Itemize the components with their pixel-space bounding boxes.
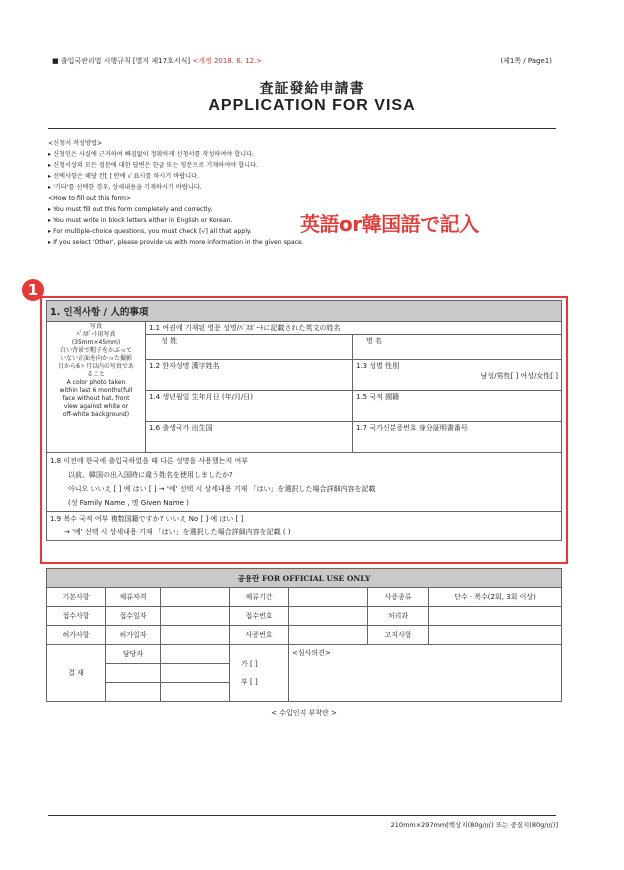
official-cell: 체류기간 (230, 588, 289, 607)
official-cell: 기본사항 (47, 588, 106, 607)
approve-option[interactable]: 가 [ ] (241, 660, 258, 668)
instructions-en-heading: <How to fill out this form> (48, 195, 132, 202)
official-cell: 접수번호 (230, 607, 289, 626)
photo-note: 日から6ヶ月以内の写真であ (58, 363, 134, 370)
official-cell: 단수 · 복수(2회, 3회 이상) (429, 588, 562, 607)
step-badge: 1 (22, 279, 44, 301)
multiple-nationality-question[interactable]: 1.9 복수 국적 여부 複数国籍ですか? いいえ No [ ] 예 はい [ ] (50, 515, 244, 523)
instruction-item: ▸ You must fill out this form completely and correctly. (48, 206, 213, 213)
official-cell: 접수사항 (47, 607, 106, 626)
nationality-label: 1.5 국적 國籍 (356, 393, 400, 401)
official-cell: 고지사항 (368, 626, 429, 645)
other-names-options[interactable]: 아니오 いいえ [ ] 예 はい [ ] → '예' 선택 시 상세내용 기재 「はい」を選択した場合詳細内容を記載 (68, 485, 376, 493)
official-cell: 사증종류 (368, 588, 429, 607)
official-use-table (46, 568, 562, 722)
multiple-nationality-detail[interactable]: → '예' 선택 시 상세내용 기재 「はい」を選択した場合詳細内容を記載 ( ) (64, 528, 291, 536)
paper-spec: 210mm×297mm[백상지(80g/㎡) 또는 중질지(80g/㎡)] (390, 821, 558, 829)
official-cell: 허가일자 (106, 626, 161, 645)
field-nationality[interactable] (353, 391, 562, 422)
official-cell: 체류자격 (106, 588, 161, 607)
form-law-ref: 출입국관리법 시행규칙 [별지 제17호서식] (60, 57, 191, 65)
official-cell[interactable] (289, 607, 368, 626)
photo-note: face without hat, front (62, 395, 130, 402)
photo-box[interactable] (47, 322, 146, 453)
photo-note: view against white or (63, 403, 129, 410)
other-names-question-jp: 以前、韓国の出入国時に違う姓名を使用しましたか? (68, 471, 233, 479)
official-cell[interactable] (429, 626, 562, 645)
section-title: 1. 인적사항 / 人的事項 (47, 301, 562, 322)
field-chinese-name[interactable] (146, 360, 353, 391)
other-names-fields[interactable]: (성 Family Name , 명 Given Name ) (68, 499, 189, 507)
official-cell: 허가사항 (47, 626, 106, 645)
other-names-question: 1.8 이전에 한국에 출입국하였을 때 다른 성명을 사용했는지 여부 (50, 457, 248, 465)
stamp-area-label: < 수입인지 부착란 > (271, 709, 337, 717)
gender-options[interactable]: 남성/男性[ ] 여성/女性[ ] (480, 372, 558, 380)
photo-note: within last 6 months(full (59, 387, 133, 394)
title-korean: 査証發給申請書 (259, 81, 365, 97)
photo-note: 白い背景で帽子をかぶって (59, 347, 132, 354)
reject-option[interactable]: 부 [ ] (241, 678, 258, 686)
instruction-item: ▸ '기타'를 선택한 경우, 상세내용을 기재하시기 바랍니다. (48, 184, 202, 191)
official-cell[interactable] (161, 626, 230, 645)
instruction-item: ▸ If you select 'Other', please provide us with more information in the given space. (48, 239, 304, 246)
official-cell: 사증번호 (230, 626, 289, 645)
photo-note: ること (86, 371, 105, 378)
field-birth-date[interactable] (146, 391, 353, 422)
photo-note: いない正面を向かった撮影 (59, 355, 132, 362)
field-gender[interactable] (353, 360, 562, 391)
instructions-kr-heading: <신청서 작성방법> (48, 140, 103, 147)
question-other-names[interactable] (47, 453, 562, 512)
title-english: APPLICATION FOR VISA (208, 97, 416, 114)
sign-box[interactable] (161, 664, 230, 683)
national-id-label: 1.7 국가신분증번호 身分証明書番号 (356, 424, 468, 432)
manager-label: 담당자 (106, 645, 161, 664)
footer-divider (48, 815, 556, 816)
instruction-item: ▸ 신청인은 사실에 근거하여 빠짐없이 정확하게 신청서를 작성하여야 합니다. (48, 151, 255, 158)
gender-label: 1.3 성별 性別 (356, 362, 400, 370)
photo-note: off-white background) (62, 411, 130, 418)
review-opinion-label: <심사의견> (292, 649, 331, 657)
official-cell[interactable] (429, 607, 562, 626)
annotation-note: 英語or韓国語で記入 (300, 212, 479, 236)
instructions (48, 138, 304, 248)
form-reference (52, 56, 262, 66)
field-national-id[interactable] (353, 422, 562, 453)
field-passport-name: 1.1 여권에 기재된 영문 성명/ﾊﾟｽﾎﾟｰﾄに記載された英文の姓名 (146, 322, 562, 335)
field-surname[interactable] (146, 335, 353, 360)
birth-date-label: 1.4 생년월일 生年月日 (年/月/日) (149, 393, 254, 401)
photo-note: A color photo taken (66, 379, 126, 386)
field-birth-country[interactable] (146, 422, 353, 453)
official-use-heading: 공용란 FOR OFFICIAL USE ONLY (47, 569, 562, 588)
review-opinion-box[interactable] (289, 645, 562, 702)
given-name-label: 명 名 (366, 337, 382, 345)
title-divider (48, 128, 556, 129)
question-multiple-nationality[interactable] (47, 512, 562, 541)
decision-label: 결 재 (47, 645, 106, 702)
instruction-item: ▸ 선택사항은 해당 칸[ ] 안에 √ 표시를 하시기 바랍니다. (48, 173, 200, 180)
surname-label: 성 姓 (161, 337, 177, 345)
chinese-name-label: 1.2 한자성명 漢字姓名 (149, 362, 220, 370)
page-number: (제1쪽 / Page1) (500, 57, 552, 65)
official-cell[interactable] (289, 588, 368, 607)
instruction-item: ▸ 신청서상의 모든 질문에 대한 답변은 한글 또는 영문으로 기재하여야 합니다. (48, 162, 259, 169)
manager-sign-box[interactable] (161, 645, 230, 664)
instruction-item: ▸ You must write in block letters either in English or Korean. (48, 217, 233, 224)
photo-label: ﾊﾟｽﾎﾟｰﾄ用写真 (76, 331, 116, 338)
official-cell[interactable] (161, 607, 230, 626)
approval-box[interactable] (230, 645, 289, 702)
photo-size: (35mm×45mm) (71, 339, 121, 346)
official-cell: 접수일자 (106, 607, 161, 626)
bullet: ■ (52, 57, 59, 65)
sign-box[interactable] (106, 664, 161, 683)
photo-label: 写真 (89, 323, 102, 330)
instruction-item: ▸ For multiple-choice questions, you must check [√] all that apply. (48, 228, 252, 235)
revision-date: <개정 2018. 6. 12.> (192, 57, 263, 65)
official-cell[interactable] (289, 626, 368, 645)
official-cell[interactable] (161, 588, 230, 607)
sign-box[interactable] (161, 683, 230, 702)
field-given-name[interactable] (353, 335, 562, 360)
official-cell: 처리과 (368, 607, 429, 626)
birth-country-label: 1.6 출생국가 出生国 (149, 424, 213, 432)
personal-info-table (46, 300, 562, 541)
sign-box[interactable] (106, 683, 161, 702)
